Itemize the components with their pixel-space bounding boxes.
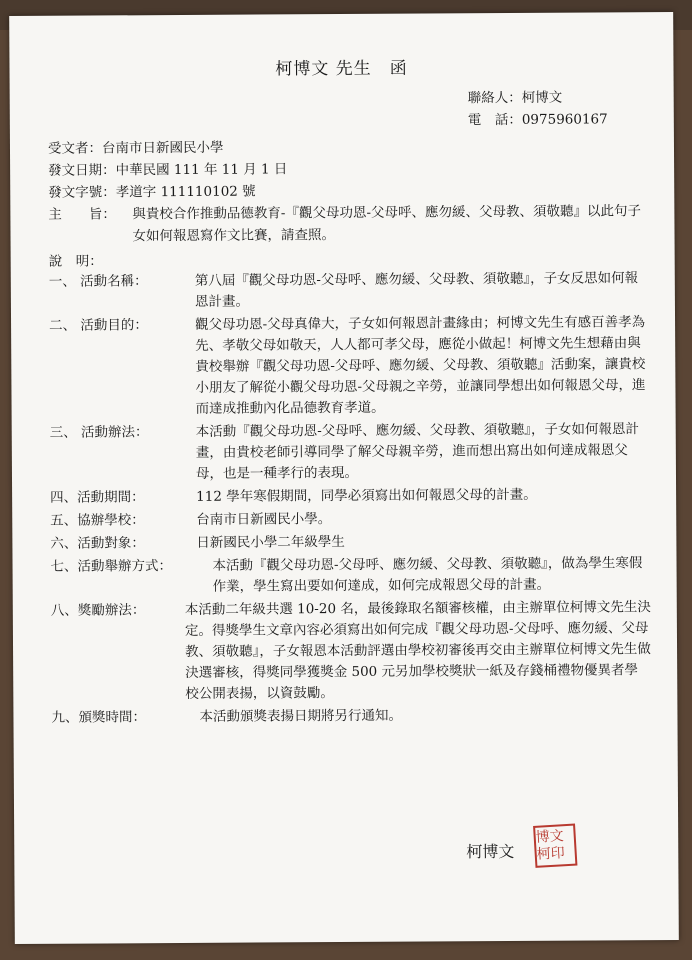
item-text: 台南市日新國民小學。 — [196, 511, 332, 528]
item-text: 本活動『觀父母功恩-父母呼、應勿緩、父母教、須敬聽』，子女如何報恩計畫，由貴校老師引導同學了解父母親辛勞，進而想出寫出如何達成報恩父母，也是一種孝行的表現。 — [195, 421, 640, 482]
item-text: 112 學年寒假期間，同學必須寫出如何報恩父母的計畫。 — [196, 486, 537, 505]
item-text: 本活動『觀父母功恩-父母呼、應勿緩、父母教、須敬聽』，做為學生寒假作業，學生寫出要如何達成，如何完成報恩父母的計畫。 — [212, 555, 643, 595]
item-text: 日新國民小學二年級學生 — [196, 533, 345, 551]
item-text: 第八屆『觀父母功恩-父母呼、應勿緩、父母教、須敬聽』，子女反思如何報恩計畫。 — [194, 270, 639, 310]
item-label: 八、獎勵辦法： — [50, 602, 146, 619]
subject-block — [48, 200, 648, 248]
list-item — [49, 268, 649, 314]
list-item — [49, 312, 650, 421]
contact-phone: 電 話：0975960167 — [467, 111, 608, 129]
item-text: 本活動二年級共選 10-20 名，最後錄取名額審核權，由主辦單位柯博文先生決定。得獎學生文章內容必須寫出如何完成『觀父母功恩-父母呼、應勿緩、父母教、須敬聽』，子女報恩本活動評選由學校初審後再交由主辦單位柯博文先生做決選審核，得獎同學獲獎金 500 元另加學校獎狀一紙及存錢桶禮物優異者學校公開表揚，以資鼓勵。 — [184, 599, 651, 702]
list-item — [51, 597, 652, 706]
item-label: 四、活動期間： — [50, 489, 145, 506]
explanation-label: 說 明： — [48, 253, 103, 270]
item-text: 本活動頒獎表揚日期將另行通知。 — [199, 707, 403, 725]
item-label: 九、頒獎時間： — [51, 709, 147, 726]
item-label: 六、活動對象： — [50, 535, 145, 552]
list-item — [50, 419, 650, 486]
list-item — [50, 484, 650, 509]
meta-block — [48, 136, 288, 203]
item-label: 五、協辦學校： — [50, 512, 145, 529]
issue-date: 發文日期：中華民國 111 年 11 月 1 日 — [48, 161, 288, 179]
contact-person: 聯絡人：柯博文 — [467, 89, 563, 107]
item-label: 一、 活動名稱： — [48, 273, 148, 290]
list-item — [50, 553, 650, 599]
reference-number: 發文字號：孝道字 111110102 號 — [48, 183, 256, 201]
subject-label: 主 旨： — [48, 206, 116, 223]
contact-block — [468, 86, 608, 131]
item-label: 七、活動舉辦方式： — [50, 558, 173, 575]
letter-title: 柯博文 先生 函 — [275, 58, 408, 80]
list-item — [50, 530, 650, 555]
item-label: 三、 活動辦法： — [49, 424, 149, 441]
item-text: 觀父母功恩-父母真偉大，子女如何報恩計畫緣由；柯博文先生有感百善孝為先、孝敬父母如敬天，人人都可孝父母，應從小做起！柯博文先生想藉由與貴校舉辦『觀父母功恩-父母呼、應勿緩、父母教、須敬聽』活動案，讓貴校小朋友了解從小觀父母功恩-父母親之辛勞，並讓同學想出如何報恩父母，進而達成推動內化品德教育孝道。 — [195, 314, 646, 417]
letter-paper — [9, 12, 679, 944]
item-label: 二、 活動目的： — [49, 317, 148, 334]
recipient: 受文者：台南市日新國民小學 — [47, 139, 224, 157]
explanation-items — [49, 268, 652, 731]
subject-text: 與貴校合作推動品德教育-『觀父母功恩-父母呼、應勿緩、父母教、須敬聽』以此句子女如何報恩寫作文比賽，請查照。 — [132, 203, 642, 245]
list-item — [51, 704, 651, 729]
seal-stamp: 博文柯印 — [533, 824, 577, 868]
signature-name: 柯博文 — [466, 841, 515, 862]
list-item — [50, 507, 650, 532]
